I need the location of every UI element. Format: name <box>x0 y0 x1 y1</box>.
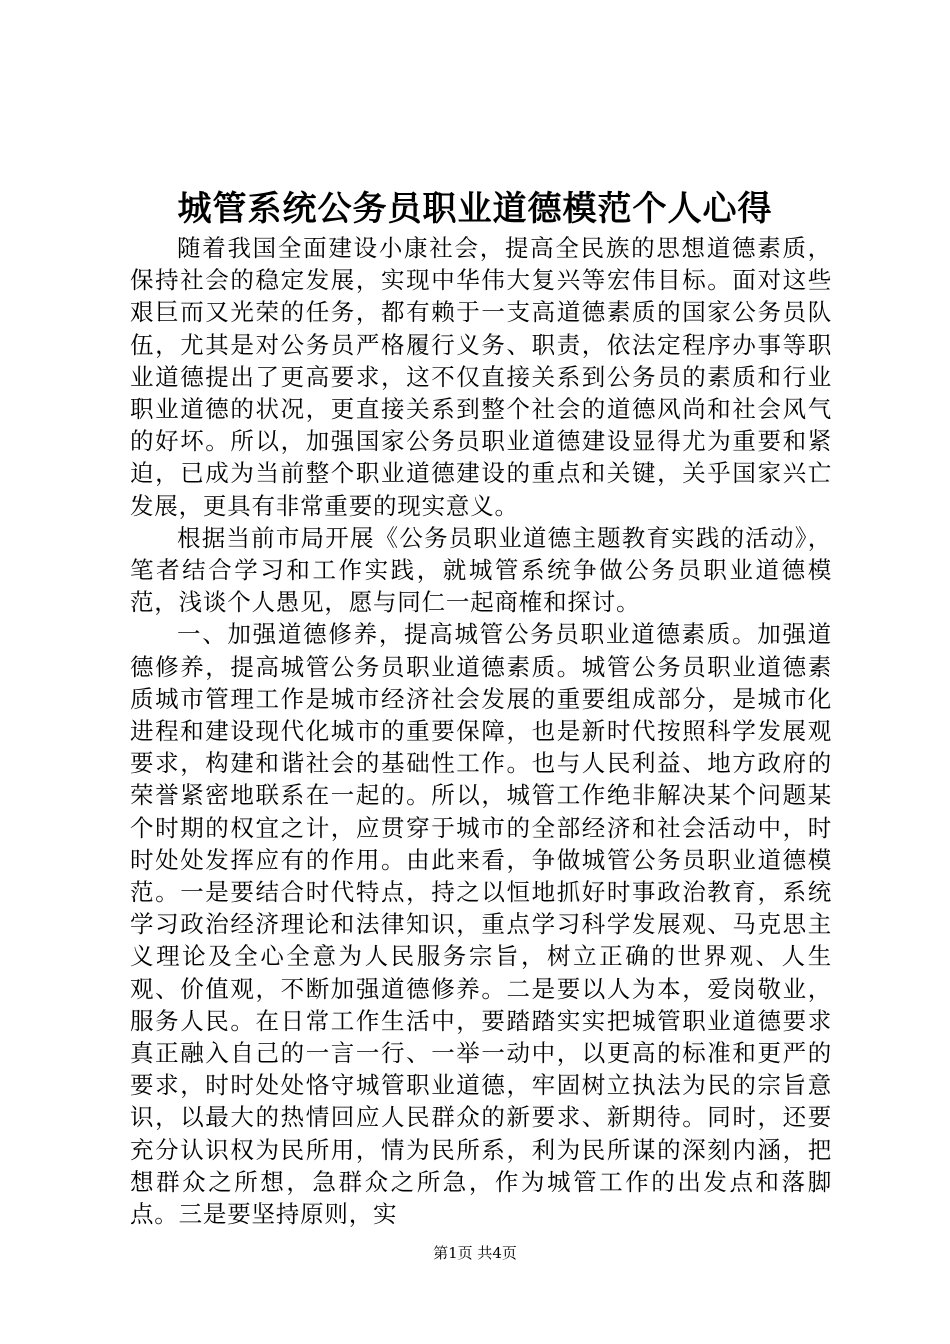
document-body <box>130 232 832 1230</box>
paragraph-purpose: 根据当前市局开展《公务员职业道德主题教育实践的活动》，笔者结合学习和工作实践，就城管系统争做公务员职业道德模范，浅谈个人愚见，愿与同仁一起商榷和探讨。 <box>130 523 832 617</box>
page-number-footer: 第1页 共4页 <box>433 1244 517 1262</box>
paragraph-section-one: 一、加强道德修养，提高城管公务员职业道德素质。加强道德修养，提高城管公务员职业道德素质。城管公务员职业道德素质城市管理工作是城市经济社会发展的重要组成部分，是城市化进程和建设现代化城市的重要保障，也是新时代按照科学发展观要求，构建和谐社会的基础性工作。也与人民利益、地方政府的荣誉紧密地联系在一起的。所以，城管工作绝非解决某个问题某个时期的权宜之计，应贯穿于城市的全部经济和社会活动中，时时处处发挥应有的作用。由此来看，争做城管公务员职业道德模范。一是要结合时代特点，持之以恒地抓好时事政治教育，系统学习政治经济理论和法律知识，重点学习科学发展观、马克思主义理论及全心全意为人民服务宗旨，树立正确的世界观、人生观、价值观，不断加强道德修养。二是要以人为本，爱岗敬业，服务人民。在日常工作生活中，要踏踏实实把城管职业道德要求真正融入自己的一言一行、一举一动中，以更高的标准和更严的要求，时时处处恪守城管职业道德，牢固树立执法为民的宗旨意识，以最大的热情回应人民群众的新要求、新期待。同时，还要充分认识权为民所用，情为民所系，利为民所谋的深刻内涵，把想群众之所想，急群众之所急，作为城管工作的出发点和落脚点。三是要坚持原则，实 <box>130 620 832 1229</box>
paragraph-intro: 随着我国全面建设小康社会，提高全民族的思想道德素质，保持社会的稳定发展，实现中华伟大复兴等宏伟目标。面对这些艰巨而又光荣的任务，都有赖于一支高道德素质的国家公务员队伍，尤其是对公务员严格履行义务、职责，依法定程序办事等职业道德提出了更高要求，这不仅直接关系到公务员的素质和行业职业道德的状况，更直接关系到整个社会的道德风尚和社会风气的好坏。所以，加强国家公务员职业道德建设显得尤为重要和紧迫，已成为当前整个职业道德建设的重点和关键，关乎国家兴亡发展，更具有非常重要的现实意义。 <box>130 234 832 520</box>
document-title: 城管系统公务员职业道德模范个人心得 <box>177 189 773 229</box>
